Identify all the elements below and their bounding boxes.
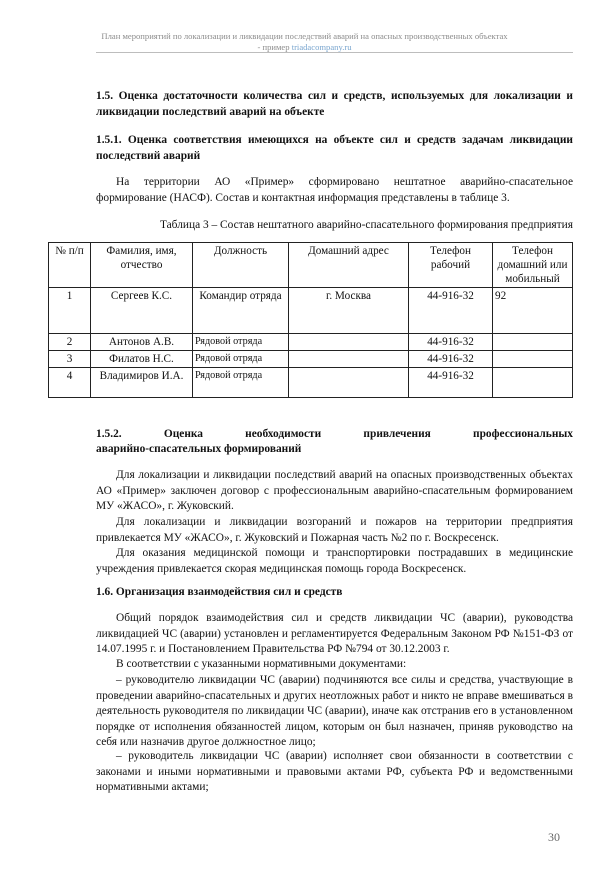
cell-name: Сергеев К.С. [91, 288, 193, 334]
table-row [49, 288, 573, 334]
heading-1-5-2-line1: 1.5.2. Оценка необходимости привлечения профессиональных [96, 428, 573, 440]
paragraph-nasf: На территории АО «Пример» сформировано нештатное аварийно-спасательное формирование (НАСФ). Состав и контактная информация представлены в таблице 3. [96, 176, 573, 204]
header-sub-prefix: - пример [257, 41, 292, 52]
col-header-home-phone: Телефон домашний или мобильный [493, 243, 573, 288]
table-caption: Таблица 3 – Состав нештатного аварийно-спасательного формирования предприятия [159, 219, 573, 231]
heading-1-5-2-line2: аварийно-спасательных формирований [96, 443, 302, 455]
paragraph-interaction: Общий порядок взаимодействия сил и средств ликвидации ЧС (аварии), руководства ликвидацией ЧС (аварии) установлен и регламентируется Федеральным Законом РФ №151-ФЗ от 14.07.1995 г. и Постановлением Правительства РФ №794 от 30.12.2003 г. [96, 612, 573, 656]
cell-work-phone: 44-916-32 [409, 288, 493, 334]
cell-position: Командир отряда [193, 288, 289, 334]
header-divider [96, 52, 573, 53]
table-row [49, 334, 573, 351]
header-title: План мероприятий по локализации и ликвидации последствий аварий на опасных производственных объектах [101, 31, 508, 41]
page-number: 30 [548, 830, 560, 844]
paragraph-accordance: В соответствии с указанными нормативными документами: [116, 658, 407, 670]
page-header [0, 31, 609, 52]
header-site-link[interactable]: triadacompany.ru [291, 41, 352, 52]
cell-position: Рядовой отряда [193, 351, 289, 368]
header-subtitle [0, 42, 609, 53]
nasf-table [48, 242, 573, 398]
heading-1-5: 1.5. Оценка достаточности количества сил и средств, используемых для локализации и ликвидации последствий аварий на объекте [96, 90, 573, 118]
paragraph-medical: Для оказания медицинской помощи и транспортировки пострадавших в медицинские учреждения привлекается скорая медицинская помощь города Воскресенск. [96, 547, 573, 575]
cell-address [289, 351, 409, 368]
cell-address [289, 368, 409, 398]
cell-position: Рядовой отряда [193, 368, 289, 398]
cell-num: 3 [49, 351, 91, 368]
cell-work-phone: 44-916-32 [409, 368, 493, 398]
cell-home-phone: 92 [493, 288, 573, 334]
cell-name: Антонов А.В. [91, 334, 193, 351]
cell-work-phone: 44-916-32 [409, 351, 493, 368]
cell-home-phone [493, 351, 573, 368]
table-header-row [49, 243, 573, 288]
cell-position: Рядовой отряда [193, 334, 289, 351]
list-item: – руководитель ликвидации ЧС (аварии) исполняет свои обязанности в соответствии с законами и иными нормативными и правовыми актами РФ, субъекта РФ и ведомственными нормативными актами; [96, 750, 573, 794]
cell-num: 1 [49, 288, 91, 334]
cell-name: Владимиров И.А. [91, 368, 193, 398]
heading-1-6: 1.6. Организация взаимодействия сил и средств [96, 586, 343, 598]
paragraph-fire: Для локализации и ликвидации возгораний и пожаров на территории предприятия привлекается МУ «ЖАСО», г. Жуковский и Пожарная часть №2 по г. Воскресенск. [96, 516, 573, 544]
col-header-num: № п/п [49, 243, 91, 288]
cell-address: г. Москва [289, 288, 409, 334]
list-item: – руководителю ликвидации ЧС (аварии) подчиняются все силы и средства, участвующие в проведении аварийно-спасательных и других неотложных работ и никто не вправе вмешиваться в деятельность руководителя по ликвидации ЧС (аварии), иначе как отстранив его в установленном порядке от исполнения обязанностей лицом, которым он был назначен, приняв руководство на себя или назначив другое должностное лицо; [96, 674, 573, 749]
col-header-position: Должность [193, 243, 289, 288]
table-row [49, 351, 573, 368]
cell-num: 2 [49, 334, 91, 351]
cell-num: 4 [49, 368, 91, 398]
cell-home-phone [493, 334, 573, 351]
cell-home-phone [493, 368, 573, 398]
col-header-name: Фамилия, имя, отчество [91, 243, 193, 288]
col-header-address: Домашний адрес [289, 243, 409, 288]
table-row [49, 368, 573, 398]
heading-1-5-1: 1.5.1. Оценка соответствия имеющихся на объекте сил и средств задачам ликвидации последствий аварий [96, 134, 573, 162]
paragraph-zhaso: Для локализации и ликвидации последствий аварий на опасных производственных объектах АО «Пример» заключен договор с профессиональным аварийно-спасательным формированием МУ «ЖАСО», г. Жуковский. [96, 469, 573, 513]
col-header-work-phone: Телефон рабочий [409, 243, 493, 288]
cell-address [289, 334, 409, 351]
cell-name: Филатов Н.С. [91, 351, 193, 368]
cell-work-phone: 44-916-32 [409, 334, 493, 351]
